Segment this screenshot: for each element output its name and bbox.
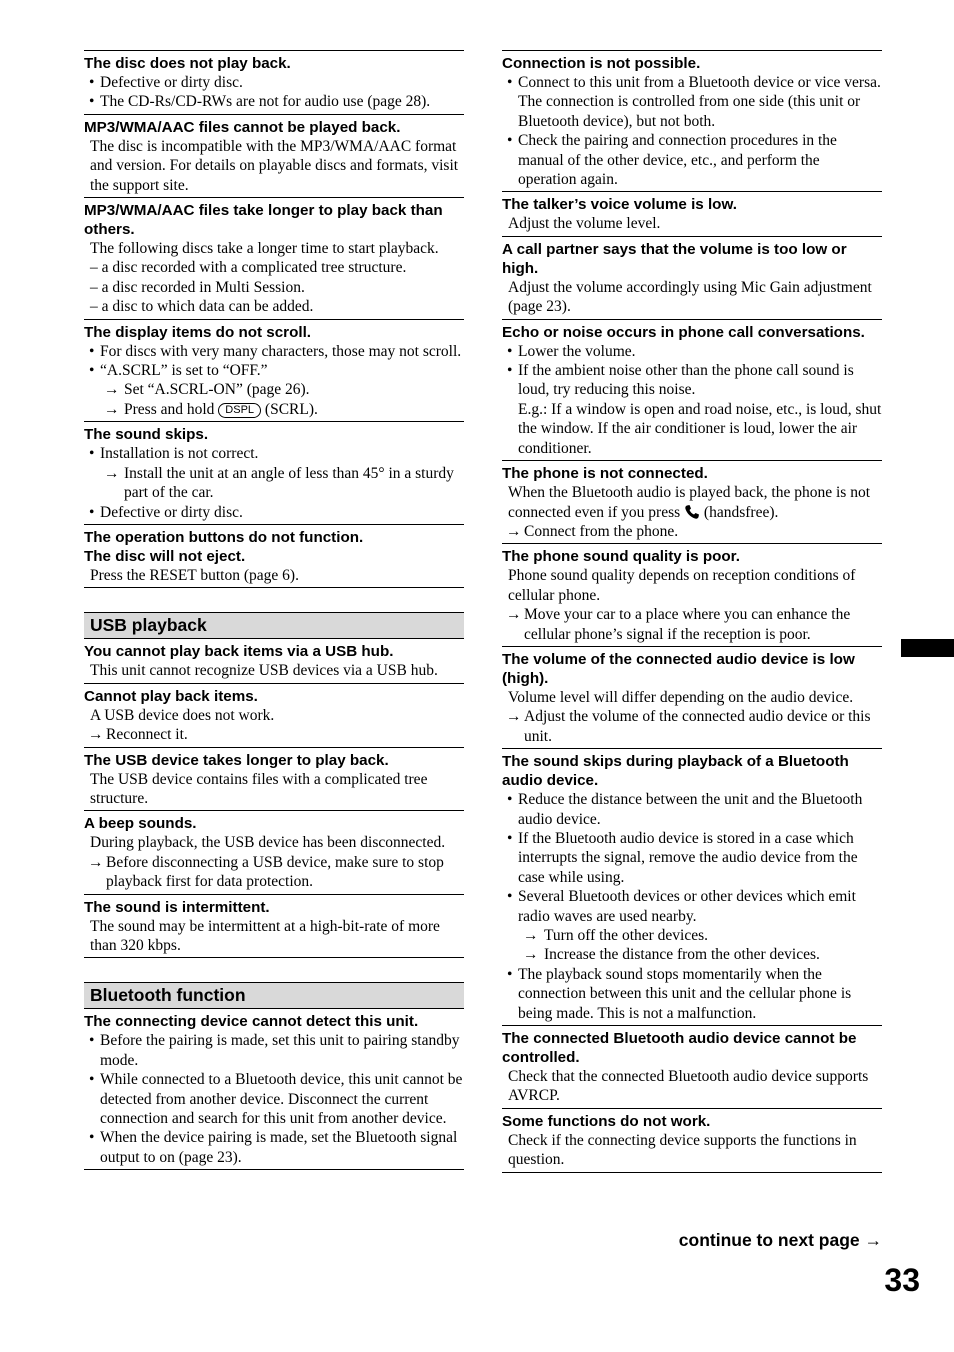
bullet-item: • Before the pairing is made, set this unit to pairing standby mode. <box>84 1031 464 1070</box>
entry-title: The operation buttons do not function. <box>84 528 364 546</box>
entry-text: Adjust the volume level. <box>508 215 661 233</box>
entry-title: The phone sound quality is poor. <box>502 548 740 566</box>
bullet-item: • Defective or dirty disc. <box>84 73 464 92</box>
bullet-item: • While connected to a Bluetooth device, this unit cannot be detected from another device. Disconnect the current connection and search for this unit from another device. <box>84 1070 464 1128</box>
entry-text: Volume level will differ depending on the audio device. <box>508 688 854 706</box>
entry-title: The connected Bluetooth audio device cannot be controlled. <box>502 1030 857 1067</box>
troubleshoot-talker-volume-low <box>502 191 882 235</box>
arrow-item: → Connect from the phone. <box>502 522 882 541</box>
entry-title: Cannot play back items. <box>84 687 258 705</box>
page-number: 33 <box>884 1262 920 1298</box>
entry-text: Check if the connecting device supports the functions in question. <box>508 1131 857 1169</box>
bullet-item: • For discs with very many characters, those may not scroll. <box>84 342 464 361</box>
entry-text-part: When the Bluetooth audio is played back, the phone is not connected even if you press <box>508 484 871 521</box>
troubleshoot-partner-volume <box>502 236 882 319</box>
entry-title: The volume of the connected audio device is low (high). <box>502 650 855 687</box>
entry-text <box>502 483 882 522</box>
troubleshoot-usb-intermittent <box>84 894 464 959</box>
troubleshoot-audio-device-volume <box>502 646 882 748</box>
arrow-item: → Install the unit at an angle of less than 45° in a sturdy part of the car. <box>84 464 464 503</box>
arrow-item: → Set “A.SCRL-ON” (page 26). <box>84 380 464 399</box>
bullet-item: • When the device pairing is made, set the Bluetooth signal output to on (page 23). <box>84 1128 464 1167</box>
troubleshoot-bt-cannot-control <box>502 1025 882 1108</box>
troubleshoot-mp3-slow <box>84 197 464 319</box>
entry-title: You cannot play back items via a USB hub. <box>84 643 394 661</box>
entry-title: The phone is not connected. <box>502 465 708 483</box>
side-tab-marker <box>901 639 954 657</box>
entry-title: The disc will not eject. <box>84 547 246 565</box>
troubleshoot-display-no-scroll <box>84 319 464 422</box>
entry-text: The following discs take a longer time to start playback. <box>90 240 439 258</box>
dspl-key-icon: DSPL <box>218 403 261 418</box>
arrow-item: → Before disconnecting a USB device, make sure to stop playback first for data protection. <box>84 853 464 892</box>
bullet-item: • If the ambient noise other than the phone call sound is loud, try reducing this noise. <box>502 361 882 400</box>
right-column <box>502 50 882 1173</box>
entry-text: The disc is incompatible with the MP3/WMA/AAC format and version. For details on playable discs and formats, visit the support site. <box>90 137 459 194</box>
arrow-item: → Turn off the other devices. <box>502 926 882 945</box>
dash-item: – a disc to which data can be added. <box>90 298 314 316</box>
bullet-item: • “A.SCRL” is set to “OFF.” <box>84 361 464 380</box>
troubleshoot-usb-slow <box>84 747 464 811</box>
entry-text: This unit cannot recognize USB devices via a USB hub. <box>90 662 438 680</box>
troubleshoot-buttons-no-function <box>84 524 464 588</box>
entry-text: Phone sound quality depends on reception conditions of cellular phone. <box>508 567 856 604</box>
bullet-item: • The playback sound stops momentarily when the connection between this unit and the cellular phone is being made. This is not a malfunction. <box>502 965 882 1023</box>
arrow-item: → Reconnect it. <box>84 725 464 744</box>
arrow-text: (SCRL). <box>264 400 318 418</box>
entry-title: A call partner says that the volume is too low or high. <box>502 240 847 277</box>
troubleshoot-echo-noise <box>502 319 882 460</box>
entry-text: The sound may be intermittent at a high-bit-rate of more than 320 kbps. <box>90 917 440 954</box>
entry-text: A USB device does not work. <box>90 706 275 724</box>
entry-text: Press the RESET button (page 6). <box>90 566 299 584</box>
troubleshoot-disc-no-playback <box>84 50 464 114</box>
bullet-item: • Defective or dirty disc. <box>84 503 464 522</box>
bullet-item: • Reduce the distance between the unit and the Bluetooth audio device. <box>502 790 882 829</box>
entry-title: The USB device takes longer to play back. <box>84 751 389 769</box>
entry-text-part: (handsfree). <box>703 503 779 521</box>
entry-title: The sound skips during playback of a Bluetooth audio device. <box>502 753 849 790</box>
troubleshoot-usb-beep <box>84 810 464 893</box>
bullet-item: • The CD-Rs/CD-RWs are not for audio use (page 28). <box>84 92 464 111</box>
dash-item: – a disc recorded with a complicated tree structure. <box>90 259 407 277</box>
entry-title: The disc does not play back. <box>84 55 291 72</box>
example-text: E.g.: If a window is open and road noise, etc., is loud, shut the window. If the air conditioner is loud, lower the air conditioner. <box>518 400 882 457</box>
troubleshoot-bt-sound-skips <box>502 748 882 1025</box>
entry-title: The display items do not scroll. <box>84 323 312 341</box>
arrow-item <box>84 400 464 419</box>
bullet-item: • Several Bluetooth devices or other devices which emit radio waves are used nearby. <box>502 887 882 926</box>
troubleshoot-phone-not-connected <box>502 460 882 543</box>
entry-title: Echo or noise occurs in phone call conversations. <box>502 323 865 341</box>
section-heading-bluetooth: Bluetooth function <box>84 982 464 1009</box>
entry-title: Connection is not possible. <box>502 55 701 72</box>
troubleshoot-sound-skips <box>84 421 464 524</box>
entry-title: The connecting device cannot detect this unit. <box>84 1013 419 1031</box>
handset-icon <box>684 504 700 520</box>
troubleshoot-connection-not-possible <box>502 50 882 191</box>
entry-text: Adjust the volume accordingly using Mic Gain adjustment (page 23). <box>508 278 872 316</box>
arrow-text: Press and hold <box>124 400 215 418</box>
troubleshoot-functions-not-work <box>502 1108 882 1173</box>
bullet-item: • If the Bluetooth audio device is stored in a case which interrupts the signal, remove the audio device from the case while using. <box>502 829 882 887</box>
entry-text: During playback, the USB device has been disconnected. <box>90 834 446 852</box>
entry-title: The sound skips. <box>84 426 209 444</box>
troubleshoot-usb-hub <box>84 639 464 682</box>
arrow-item: → Adjust the volume of the connected audio device or this unit. <box>502 707 882 746</box>
arrow-item: → Increase the distance from the other devices. <box>502 945 882 964</box>
entry-title: A beep sounds. <box>84 815 197 833</box>
entry-text: The USB device contains files with a complicated tree structure. <box>90 770 428 807</box>
bullet-item: • Installation is not correct. <box>84 444 464 463</box>
entry-title: The sound is intermittent. <box>84 898 270 916</box>
entry-title: MP3/WMA/AAC files take longer to play back than others. <box>84 202 443 239</box>
continue-next-page: continue to next page → <box>678 1230 882 1250</box>
entry-title: The talker’s voice volume is low. <box>502 196 737 214</box>
troubleshoot-usb-cannot-play <box>84 683 464 747</box>
troubleshoot-bt-cannot-detect <box>84 1009 464 1170</box>
section-heading-usb: USB playback <box>84 612 464 639</box>
bullet-item: • Lower the volume. <box>502 342 882 361</box>
entry-text: Check that the connected Bluetooth audio device supports AVRCP. <box>508 1068 869 1105</box>
bullet-item: • Check the pairing and connection procedures in the manual of the other device, etc., and perform the operation again. <box>502 131 882 189</box>
left-column <box>84 50 464 1170</box>
bullet-item: • Connect to this unit from a Bluetooth device or vice versa. The connection is controlled from one side (this unit or Bluetooth device), but not both. <box>502 73 882 131</box>
troubleshoot-mp3-cannot-play <box>84 114 464 197</box>
entry-title: Some functions do not work. <box>502 1112 711 1130</box>
troubleshoot-phone-quality-poor <box>502 543 882 646</box>
entry-title: MP3/WMA/AAC files cannot be played back. <box>84 118 401 136</box>
arrow-item: → Move your car to a place where you can enhance the cellular phone’s signal if the reception is poor. <box>502 605 882 644</box>
dash-item: – a disc recorded in Multi Session. <box>90 278 305 296</box>
